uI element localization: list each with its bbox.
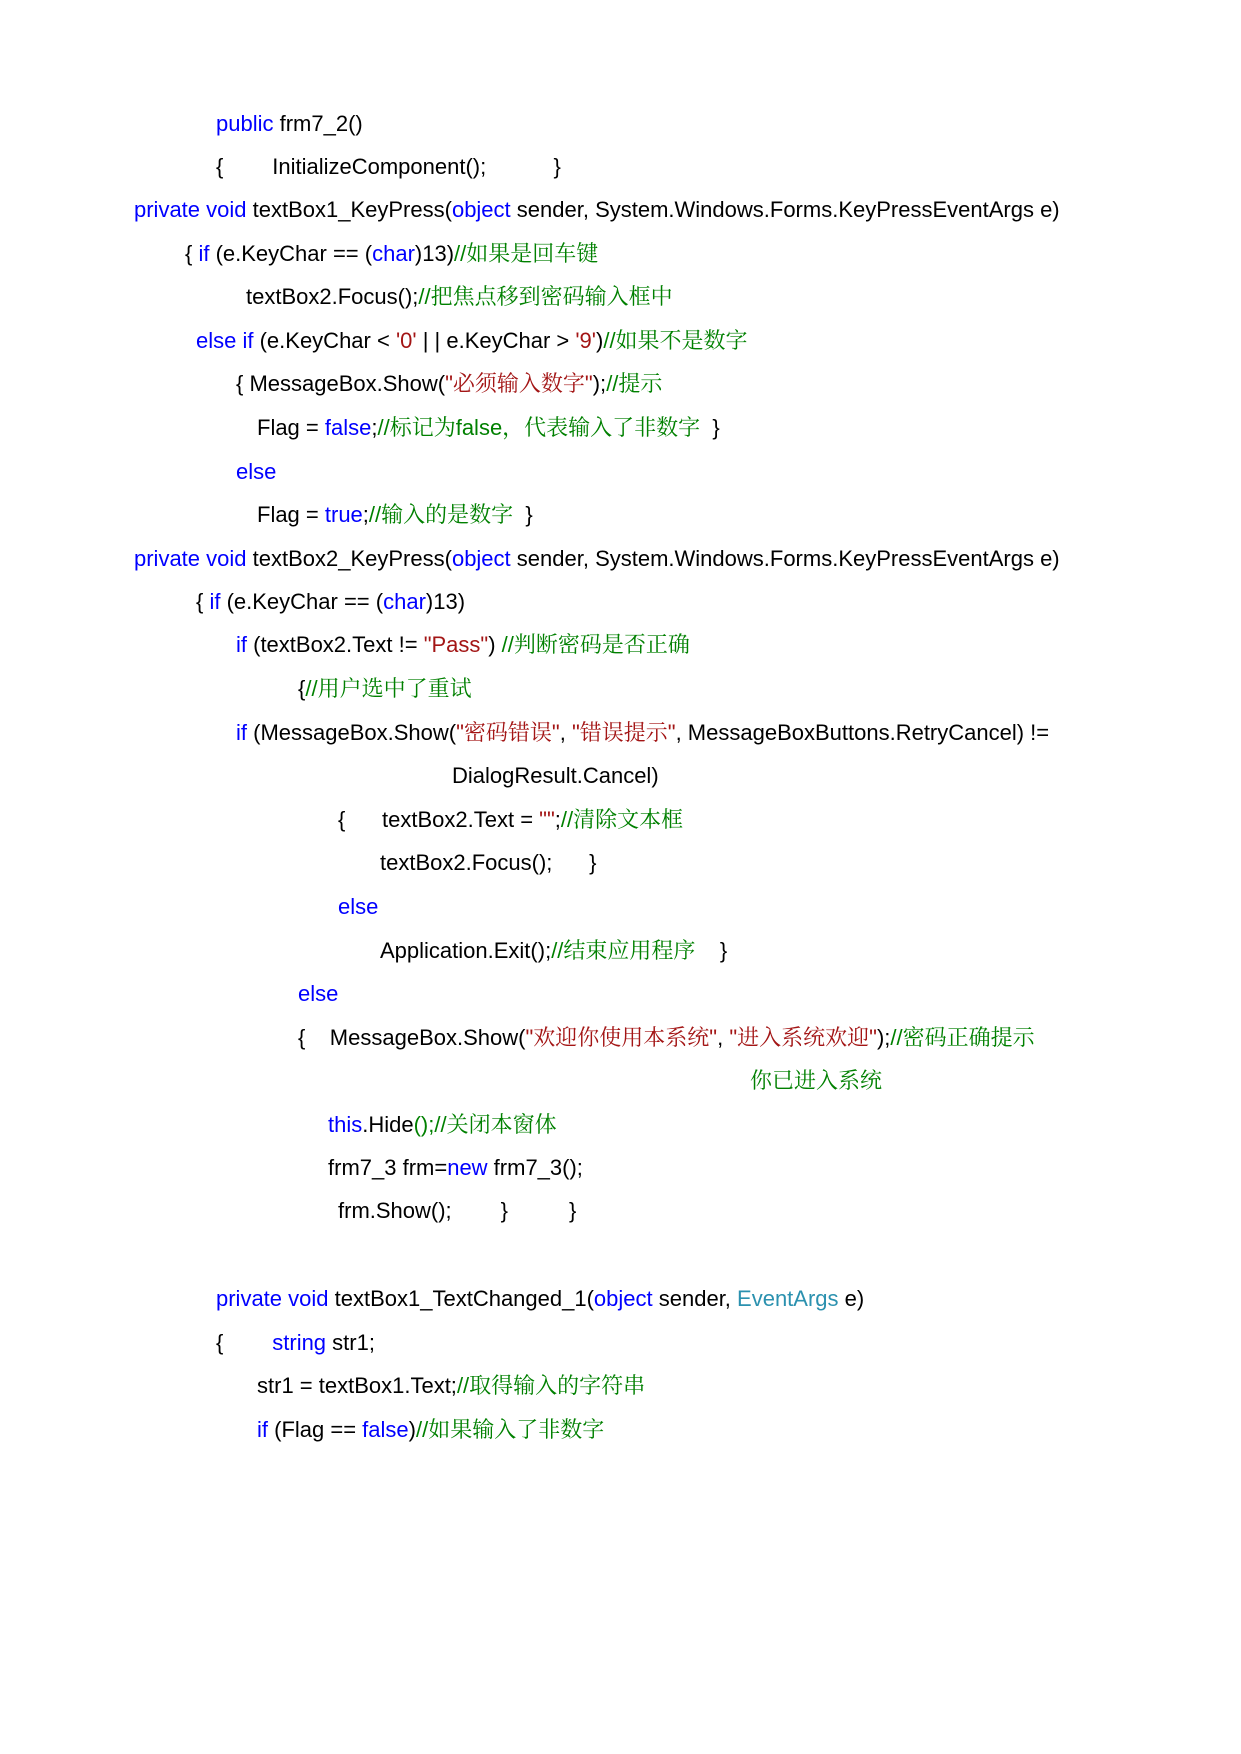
code-token-keyword: else if (196, 328, 254, 353)
code-token-string: "进入系统欢迎" (729, 1025, 877, 1050)
code-token-keyword: if (236, 720, 247, 745)
code-token-comment: //把焦点移到密码输入框中 (418, 284, 673, 309)
code-token-plain: } (700, 415, 720, 440)
code-token-plain: , MessageBoxButtons.RetryCancel) != (675, 720, 1050, 745)
code-line (185, 239, 598, 269)
code-token-plain: sender, System.Windows.Forms.KeyPressEventArgs e) (510, 546, 1060, 571)
code-token-plain: )13) (425, 589, 466, 614)
code-token-keyword: false (324, 415, 372, 440)
code-token-plain: frm.Show(); } } (338, 1198, 577, 1223)
code-token-string: '0' (395, 328, 417, 353)
code-token-plain: frm7_2() (273, 111, 363, 136)
code-token-comment: //如果不是数字 (603, 328, 748, 353)
code-token-keyword: object (451, 197, 511, 222)
code-token-string: "密码错误" (456, 720, 560, 745)
code-line (298, 674, 472, 704)
code-token-keyword: object (451, 546, 511, 571)
code-line (338, 1196, 576, 1226)
code-token-plain: (e.KeyChar == ( (220, 589, 384, 614)
code-line (452, 761, 659, 791)
code-token-plain: (MessageBox.Show( (247, 720, 457, 745)
code-token-comment: ();//关闭本窗体 (413, 1112, 557, 1137)
code-token-comment: //结束应用程序 (551, 938, 696, 963)
code-line (750, 1066, 882, 1096)
code-token-plain: ); (592, 371, 607, 396)
code-token-plain: Flag = (257, 415, 325, 440)
code-token-plain: (Flag == (268, 1417, 363, 1442)
code-token-plain: (e.KeyChar < (253, 328, 396, 353)
code-token-string: "错误提示" (571, 720, 676, 745)
code-line (380, 936, 727, 966)
code-token-plain: ) (596, 328, 604, 353)
code-line (216, 152, 561, 182)
code-token-plain: (e.KeyChar == ( (209, 241, 373, 266)
code-token-keyword: else (236, 459, 277, 484)
code-token-plain: { MessageBox.Show( (298, 1025, 526, 1050)
code-token-plain: } (695, 938, 728, 963)
code-token-plain: { (298, 676, 306, 701)
code-token-string: "Pass" (423, 632, 489, 657)
code-line (236, 457, 276, 487)
code-token-comment: //密码正确提示 (890, 1025, 1035, 1050)
code-line (257, 1371, 645, 1401)
code-token-comment: //输入的是数字 (368, 502, 514, 527)
code-token-plain: ) (408, 1417, 416, 1442)
code-token-string: "" (539, 807, 555, 832)
code-token-plain: | | e.KeyChar > (416, 328, 576, 353)
code-token-keyword: if (236, 632, 247, 657)
code-token-keyword: public (216, 111, 274, 136)
code-token-plain: textBox1_TextChanged_1( (328, 1286, 594, 1311)
code-token-comment: //清除文本框 (560, 807, 684, 832)
code-token-comment: //判断密码是否正确 (501, 632, 690, 657)
code-token-plain: { (185, 241, 199, 266)
code-token-plain: { InitializeComponent(); } (216, 154, 561, 179)
code-token-plain: (textBox2.Text != (247, 632, 424, 657)
code-line (134, 195, 1060, 225)
code-token-plain: Flag = (257, 502, 325, 527)
code-token-plain: str1 = textBox1.Text; (257, 1373, 457, 1398)
code-token-keyword: this (328, 1112, 363, 1137)
code-token-keyword: char (383, 589, 426, 614)
code-token-keyword: char (372, 241, 415, 266)
code-token-plain: { (216, 1330, 273, 1355)
code-token-plain: { MessageBox.Show( (236, 371, 446, 396)
code-token-plain: sender, System.Windows.Forms.KeyPressEventArgs e) (510, 197, 1060, 222)
code-line (257, 413, 720, 443)
code-token-plain: textBox2_KeyPress( (246, 546, 452, 571)
code-token-keyword: else (298, 981, 339, 1006)
code-token-keyword: if (257, 1417, 268, 1442)
code-token-plain: { textBox2.Text = (338, 807, 540, 832)
code-token-comment: //取得输入的字符串 (456, 1373, 646, 1398)
code-token-plain: frm7_3 frm= (328, 1155, 448, 1180)
code-token-plain: Application.Exit(); (380, 938, 552, 963)
code-token-keyword: private void (134, 197, 247, 222)
code-line (216, 1328, 375, 1358)
code-token-plain: ; (362, 502, 369, 527)
code-line (298, 1023, 1035, 1053)
code-token-plain: ; (371, 415, 378, 440)
code-token-keyword: false (362, 1417, 409, 1442)
code-token-keyword: private void (216, 1286, 329, 1311)
code-token-plain: textBox2.Focus(); (246, 284, 419, 309)
code-token-plain: , (717, 1025, 730, 1050)
code-token-keyword: true (324, 502, 363, 527)
code-token-keyword: else (338, 894, 379, 919)
code-line (236, 630, 690, 660)
code-token-comment: //用户选中了重试 (305, 676, 472, 701)
code-token-plain: ; (554, 807, 561, 832)
code-token-comment: //如果是回车键 (454, 241, 599, 266)
code-token-plain: ); (876, 1025, 891, 1050)
code-token-keyword: string (272, 1330, 327, 1355)
code-token-string: '9' (575, 328, 596, 353)
code-token-comment: //标记为false，代表输入了非数字 (377, 415, 701, 440)
code-token-plain: } (513, 502, 533, 527)
code-token-keyword: object (593, 1286, 653, 1311)
code-line (257, 500, 533, 530)
code-line (380, 848, 596, 878)
code-token-plain: { (196, 589, 210, 614)
code-line (196, 587, 465, 617)
code-token-plain: , (559, 720, 572, 745)
code-token-plain: e) (838, 1286, 865, 1311)
code-token-comment: //提示 (606, 371, 663, 396)
code-line (328, 1110, 557, 1140)
code-token-keyword: new (447, 1155, 488, 1180)
code-token-comment: 你已进入系统 (750, 1068, 883, 1093)
code-line (246, 282, 673, 312)
code-line (338, 892, 378, 922)
code-line (216, 109, 363, 139)
code-line (196, 326, 748, 356)
code-token-string: "必须输入数字" (445, 371, 593, 396)
code-token-plain: DialogResult.Cancel) (452, 763, 659, 788)
code-line (134, 544, 1060, 574)
code-token-type: EventArgs (737, 1286, 839, 1311)
code-line (338, 805, 683, 835)
code-line (236, 718, 1049, 748)
code-token-plain: )13) (414, 241, 455, 266)
code-token-plain: frm7_3(); (487, 1155, 583, 1180)
code-token-keyword: if (209, 589, 221, 614)
code-token-plain: ) (488, 632, 502, 657)
code-token-string: "欢迎你使用本系统" (525, 1025, 718, 1050)
code-line (216, 1284, 864, 1314)
code-token-keyword: if (198, 241, 210, 266)
code-token-plain: textBox1_KeyPress( (246, 197, 452, 222)
code-token-plain: sender, (652, 1286, 738, 1311)
code-token-comment: //如果输入了非数字 (415, 1417, 605, 1442)
code-line (328, 1153, 583, 1183)
code-token-plain: textBox2.Focus(); } (380, 850, 597, 875)
code-token-plain: .Hide (362, 1112, 414, 1137)
code-line (236, 369, 662, 399)
code-token-keyword: private void (134, 546, 247, 571)
code-line (257, 1415, 604, 1445)
code-line (298, 979, 338, 1009)
code-token-plain: str1; (326, 1330, 375, 1355)
